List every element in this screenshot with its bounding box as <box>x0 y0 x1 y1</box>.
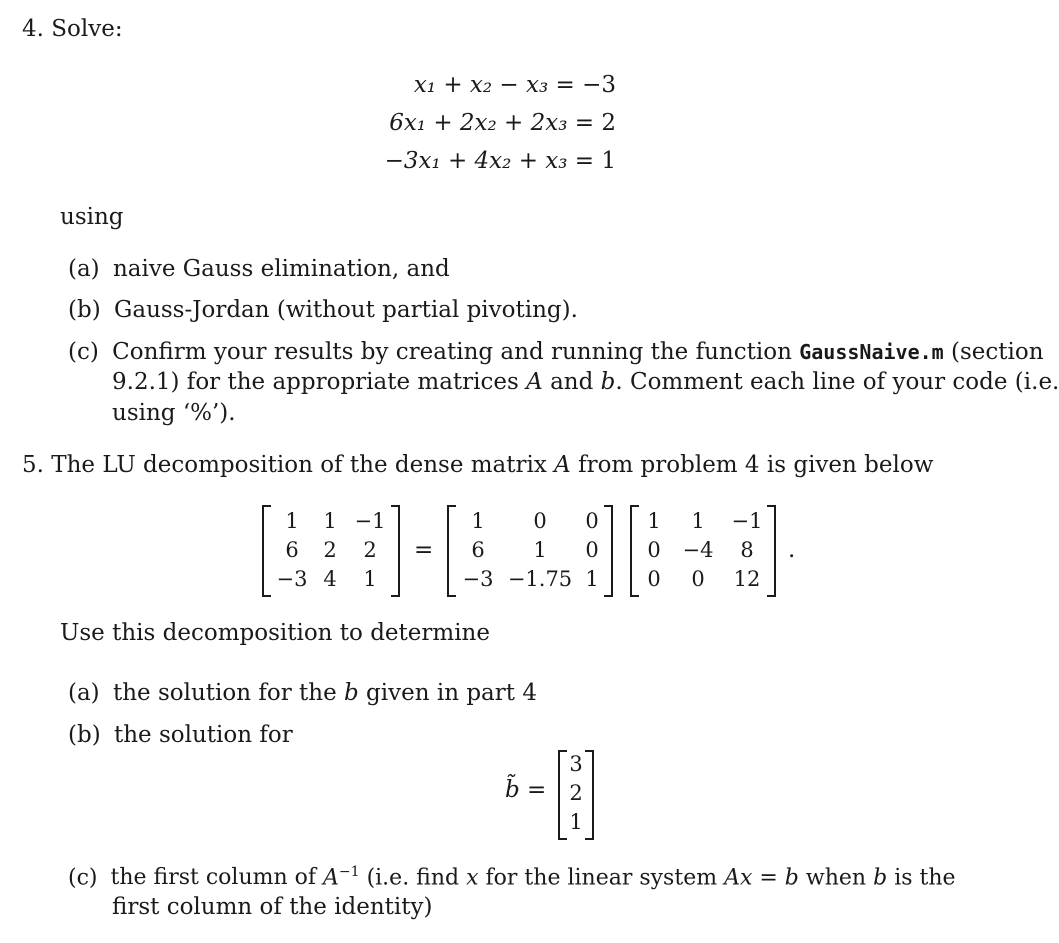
equation-row <box>385 148 616 174</box>
matrix-cell: 1 <box>471 509 485 533</box>
part-label: (a) <box>68 680 100 706</box>
matrix-cell: −1 <box>354 509 386 533</box>
matrix-cell: 8 <box>740 538 754 562</box>
matrix-cell: −3 <box>276 567 308 591</box>
b-tilde-label: b̃ = <box>505 777 547 803</box>
bracket-right <box>604 505 613 597</box>
part-text: the solution for the <box>112 680 337 706</box>
matrix-l <box>447 505 613 597</box>
part-label: (c) <box>68 865 98 891</box>
matrix-cell: 12 <box>733 567 761 591</box>
equation-rhs: = 1 <box>574 148 616 174</box>
part-4c <box>68 339 1044 365</box>
vector-cell: 3 <box>569 752 583 776</box>
matrix-u <box>630 505 776 597</box>
equation-lhs: x₁ + x₂ − x₃ <box>413 72 549 98</box>
heading-text: from problem 4 is given below <box>578 452 934 478</box>
math-var: x <box>466 865 479 891</box>
part-text: when <box>805 865 867 891</box>
part-5c-line2: first column of the identity) <box>112 894 433 920</box>
matrix-cell: 1 <box>585 567 599 591</box>
matrix-cell: 1 <box>285 509 299 533</box>
equation-rhs: = 2 <box>574 110 616 136</box>
problem-5-heading <box>22 452 933 478</box>
math-var: b <box>873 865 888 891</box>
part-text: Confirm your results by creating and running the function <box>112 339 792 365</box>
matrix-a <box>262 505 400 597</box>
math-equation: Ax = b <box>724 865 799 891</box>
part-text: the solution for <box>113 722 293 748</box>
part-text: . Comment each line of your code (i.e. <box>615 369 1059 395</box>
part-4a <box>68 256 450 282</box>
part-text: (i.e. find <box>366 865 460 891</box>
matrix-cell: 1 <box>647 509 661 533</box>
matrix-cell: 0 <box>533 509 547 533</box>
matrix-cell: 6 <box>471 538 485 562</box>
part-5b <box>68 722 293 748</box>
b-tilde-vector <box>558 750 594 840</box>
math-var: b <box>600 369 616 395</box>
part-text: (section <box>951 339 1044 365</box>
matrix-cell: 1 <box>533 538 547 562</box>
matrix-cell: 0 <box>585 509 599 533</box>
equation-row <box>414 72 616 98</box>
matrix-cell: 0 <box>647 538 661 562</box>
part-text: for the linear system <box>485 865 718 891</box>
matrix-cell: 1 <box>363 567 377 591</box>
part-text: Gauss-Jordan (without partial pivoting). <box>113 297 578 323</box>
part-5a <box>68 680 537 706</box>
vector-cell: 2 <box>569 781 583 805</box>
part-text: given in part 4 <box>366 680 537 706</box>
matrix-cell: −1.75 <box>507 567 573 591</box>
matrix-cell: 6 <box>285 538 299 562</box>
matrix-cell: 4 <box>323 567 337 591</box>
vector-cell: 1 <box>569 810 583 834</box>
equation-system <box>360 72 616 182</box>
matrix-cell: 1 <box>323 509 337 533</box>
equation-lhs: −3x₁ + 4x₂ + x₃ <box>384 148 568 174</box>
part-text: naive Gauss elimination, and <box>112 256 450 282</box>
part-label: (b) <box>68 297 101 323</box>
code-function-name: GaussNaive.m <box>799 340 944 364</box>
matrix-cell: −4 <box>682 538 714 562</box>
equation-rhs: = −3 <box>555 72 616 98</box>
part-4c-line2 <box>112 369 1059 395</box>
bracket-left <box>262 505 271 597</box>
matrix-cell: 0 <box>691 567 705 591</box>
math-var: b <box>344 680 359 706</box>
part-label: (a) <box>68 256 100 282</box>
equals-sign: = <box>414 537 434 563</box>
period: . <box>788 537 796 563</box>
matrix-cell: 2 <box>323 538 337 562</box>
matrix-cell: 0 <box>585 538 599 562</box>
part-text: 9.2.1) for the appropriate matrices <box>112 369 519 395</box>
use-decomposition-text: Use this decomposition to determine <box>60 620 490 646</box>
math-var: A <box>323 865 339 891</box>
bracket-right <box>767 505 776 597</box>
part-4b <box>68 297 578 323</box>
matrix-cell: 2 <box>363 538 377 562</box>
equation-lhs: 6x₁ + 2x₂ + 2x₃ <box>389 110 568 136</box>
using-label: using <box>60 204 124 230</box>
heading-text: 5. The LU decomposition of the dense matrix <box>22 452 547 478</box>
part-text: is the <box>894 865 956 891</box>
problem-4-heading: 4. Solve: <box>22 16 123 42</box>
superscript: −1 <box>338 864 360 880</box>
matrix-cell: −1 <box>731 509 763 533</box>
equation-row <box>389 110 616 136</box>
matrix-cell: 1 <box>691 509 705 533</box>
part-text: and <box>550 369 594 395</box>
matrix-cell: 0 <box>647 567 661 591</box>
math-var: A <box>554 452 571 478</box>
part-label: (b) <box>68 722 101 748</box>
bracket-left <box>447 505 456 597</box>
part-label: (c) <box>68 339 99 365</box>
bracket-right <box>391 505 400 597</box>
bracket-left <box>630 505 639 597</box>
part-text: the first column of <box>110 865 317 891</box>
part-5c <box>68 864 956 890</box>
math-var: A <box>526 369 543 395</box>
part-4c-line3: using ‘%’). <box>112 400 236 426</box>
matrix-cell: −3 <box>462 567 494 591</box>
